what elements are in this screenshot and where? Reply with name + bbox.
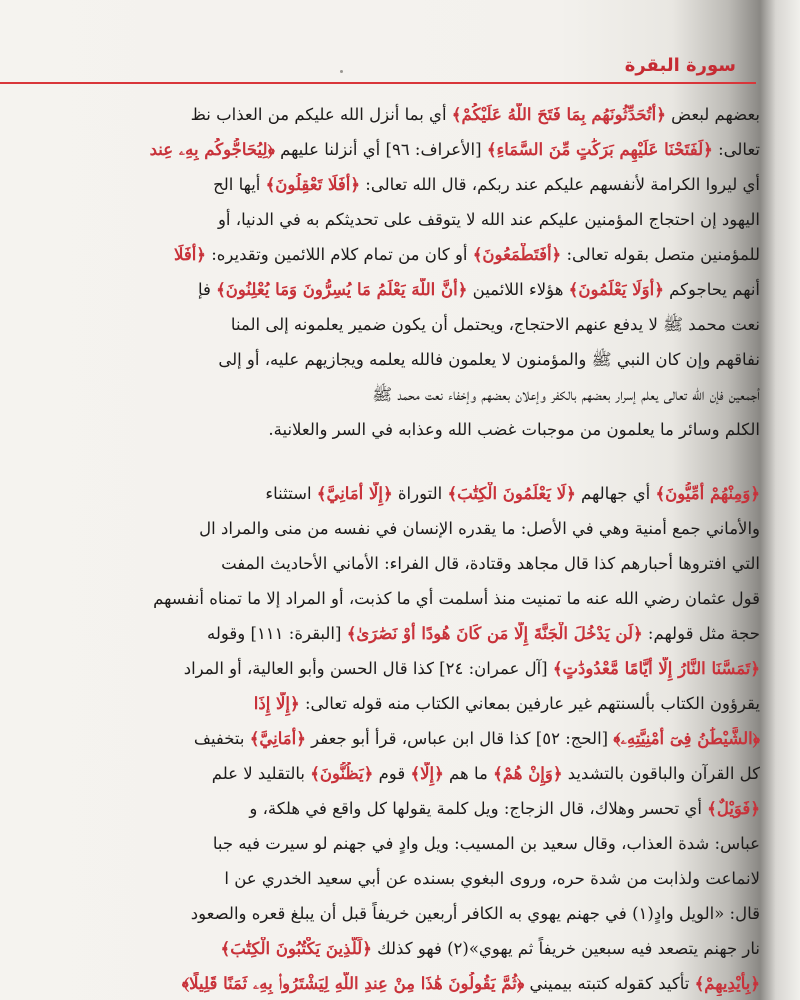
line-text: [آل عمران: ٢٤] كذا قال الحسن وأبو العالية، أو المراد — [183, 659, 553, 678]
line-text: أجمعين فإن الله تعالى يعلم إسرار بعضهم بالكفر وإعلان بعضهم وإخفاء نعت محمد ﷺ — [372, 385, 760, 404]
text-line — [0, 517, 760, 541]
quran-quote: ﴿أَنَّ اللَّهَ يَعْلَمُ مَا يُسِرُّونَ وَمَا يُعْلِنُونَ﴾ — [216, 280, 468, 299]
line-text: استثناء — [265, 484, 317, 503]
line-text: حجة مثل قولهم: — [642, 624, 760, 643]
text-line — [0, 313, 760, 337]
text-line — [0, 138, 760, 162]
line-text: أيها الح — [213, 175, 266, 194]
line-text: قال: «الويل وادٍ(١) في جهنم يهوي به الكافر أربعين خريفاً قبل أن يبلغ قعره والصعود — [190, 904, 760, 923]
quran-quote: ﴿أَمَانِيَّ﴾ — [249, 729, 306, 748]
text-line — [0, 348, 760, 372]
line-text: كل القرآن والباقون بالتشديد — [562, 764, 760, 783]
quran-quote: ﴿تَمَسَّنَا النَّارُ إِلَّا أَيَّامًا مَّعْدُودَٰتٍ﴾ — [552, 659, 760, 678]
text-line — [0, 972, 760, 996]
line-text: أي تحسر وهلاك، قال الزجاج: ويل كلمة يقولها كل واقع في هلكة، و — [249, 799, 708, 818]
line-text: نار جهنم يتصعد فيه سبعين خريفاً ثم يهوي»(٢) فهو كذلك — [371, 939, 760, 958]
line-text: أي بما أنزل الله عليكم من العذاب نظ — [190, 105, 452, 124]
line-text: نفاقهم وإن كان النبي ﷺ والمؤمنون لا يعلمون فالله يعلمه ويجازيهم عليه، أو إلى — [218, 350, 760, 369]
quran-quote: ﴿لَا يَعْلَمُونَ الْكِتَٰبَ﴾ — [447, 484, 576, 503]
line-text: قول عثمان رضي الله عنه ما تمنيت منذ أسلمت أي ما كذبت، أو المراد إلا ما تمناه أنفسهم — [153, 589, 760, 608]
quran-quote: ﴿أَفَلَا — [173, 245, 206, 264]
text-line — [0, 383, 760, 407]
text-line — [0, 727, 760, 751]
line-text: التوراة — [392, 484, 448, 503]
text-line — [0, 797, 760, 821]
quran-quote: ﴿ثُمَّ يَقُولُونَ هَٰذَا مِنْ عِندِ اللَّهِ لِيَشْتَرُوا۟ بِهِۦ ثَمَنًا قَلِيلًا﴾ — [181, 974, 525, 993]
text-line — [0, 103, 760, 127]
quran-quote: ﴿يَظُنُّونَ﴾ — [310, 764, 374, 783]
line-text: ما هم — [443, 764, 494, 783]
line-text: لانماعت ولذابت من شدة حره، وروى البغوي بسنده عن أبي سعيد الخدري عن ا — [224, 869, 760, 888]
text-line — [0, 173, 760, 197]
line-text: نعت محمد ﷺ لا يدفع عنهم الاحتجاج، ويحتمل أن يكون ضمير يعلمونه إلى المنا — [230, 315, 760, 334]
text-line — [0, 552, 760, 576]
line-text: عباس: شدة العذاب، وقال سعيد بن المسيب: ويل وادٍ في جهنم لو سيرت فيه جبا — [212, 834, 760, 853]
quran-quote: ﴿إِلَّا﴾ — [410, 764, 444, 783]
quran-quote: ﴿فَوَيْلٌ﴾ — [707, 799, 760, 818]
text-line — [0, 208, 760, 232]
line-text: فإ — [197, 280, 217, 299]
quran-quote: ﴿أَتُحَدِّثُونَهُم بِمَا فَتَحَ اللَّهُ عَلَيْكُمْ﴾ — [451, 105, 666, 124]
line-text: التي افتروها أحبارهم كذا قال مجاهد وقتادة، قال الفراء: الأماني الأحاديث المفت — [221, 554, 760, 573]
text-line — [0, 657, 760, 681]
quran-quote: ﴿الشَّيْطَٰنُ فِىٓ أُمْنِيَّتِهِۦ﴾ — [613, 729, 760, 748]
line-text: والأماني جمع أمنية وهي في الأصل: ما يقدره الإنسان في نفسه من منى والمراد ال — [199, 519, 760, 538]
text-line — [0, 278, 760, 302]
quran-quote: ﴿إِلَّا أَمَانِيَّ﴾ — [316, 484, 393, 503]
line-text: بعضهم لبعض — [665, 105, 760, 124]
header-rule — [0, 82, 756, 84]
quran-quote: ﴿لَفَتَحْنَا عَلَيْهِم بَرَكَٰتٍ مِّنَ السَّمَاءِ﴾ — [486, 140, 713, 159]
line-text: أي ليروا الكرامة لأنفسهم عليكم عند ربكم، قال الله تعالى: — [360, 175, 760, 194]
text-line — [0, 937, 760, 961]
line-text: هؤلاء اللائمين — [467, 280, 569, 299]
text-line — [0, 418, 760, 442]
quran-quote: ﴿لَن يَدْخُلَ الْجَنَّةَ إِلَّا مَن كَانَ هُودًا أَوْ نَصَٰرَىٰ﴾ — [346, 624, 643, 643]
text-line — [0, 902, 760, 926]
quran-quote: ﴿لِيُحَاجُّوكُم بِهِۦ عِند — [149, 140, 275, 159]
text-line — [0, 243, 760, 267]
line-text: بتخفيف — [193, 729, 250, 748]
quran-quote: ﴿أَفَتَطْمَعُونَ﴾ — [472, 245, 562, 264]
line-text: للمؤمنين متصل بقوله تعالى: — [561, 245, 760, 264]
line-text: قوم — [373, 764, 411, 783]
line-text: [الحج: ٥٢] كذا قال ابن عباس، قرأ أبو جعفر — [305, 729, 614, 748]
line-text: تأكيد كقوله كتبته بيميني — [524, 974, 695, 993]
text-line — [0, 692, 760, 716]
text-line — [0, 622, 760, 646]
quran-quote: ﴿بِأَيْدِيهِمْ﴾ — [694, 974, 760, 993]
line-text: بالتقليد لا علم — [211, 764, 311, 783]
line-text: يقرؤون الكتاب بألسنتهم غير عارفين بمعاني الكتاب منه قوله تعالى: — [299, 694, 760, 713]
line-text: [البقرة: ١١١] وقوله — [207, 624, 347, 643]
text-line — [0, 762, 760, 786]
text-line — [0, 587, 760, 611]
line-text: أو كان من تمام كلام اللائمين وتقديره: — [205, 245, 473, 264]
line-text: تعالى: — [712, 140, 760, 159]
quran-quote: ﴿وَإِنْ هُمْ﴾ — [493, 764, 563, 783]
line-text: [الأعراف: ٩٦] أي أنزلنا عليهم — [274, 140, 487, 159]
quran-quote: ﴿أَوَلَا يَعْلَمُونَ﴾ — [568, 280, 664, 299]
quran-quote: ﴿وَمِنْهُمْ أُمِّيُّونَ﴾ — [655, 484, 760, 503]
text-line — [0, 832, 760, 856]
line-text: أي جهالهم — [575, 484, 656, 503]
text-line — [0, 867, 760, 891]
line-text: أنهم يحاجوكم — [663, 280, 760, 299]
line-text: الكلم وسائر ما يعلمون من موجبات غضب الله وعذابه في السر والعلانية. — [268, 420, 760, 439]
quran-quote: ﴿إِلَّا إِذَا — [253, 694, 300, 713]
print-speck — [340, 70, 343, 73]
surah-title: سورة البقرة — [624, 55, 736, 76]
quran-quote: ﴿أَفَلَا تَعْقِلُونَ﴾ — [265, 175, 361, 194]
text-line — [0, 482, 760, 506]
quran-quote: ﴿لِّلَّذِينَ يَكْتُبُونَ الْكِتَٰبَ﴾ — [220, 939, 372, 958]
line-text: اليهود إن احتجاج المؤمنين عليكم عند الله لا يتوقف على تحديثكم به في الدنيا، أو — [217, 210, 760, 229]
